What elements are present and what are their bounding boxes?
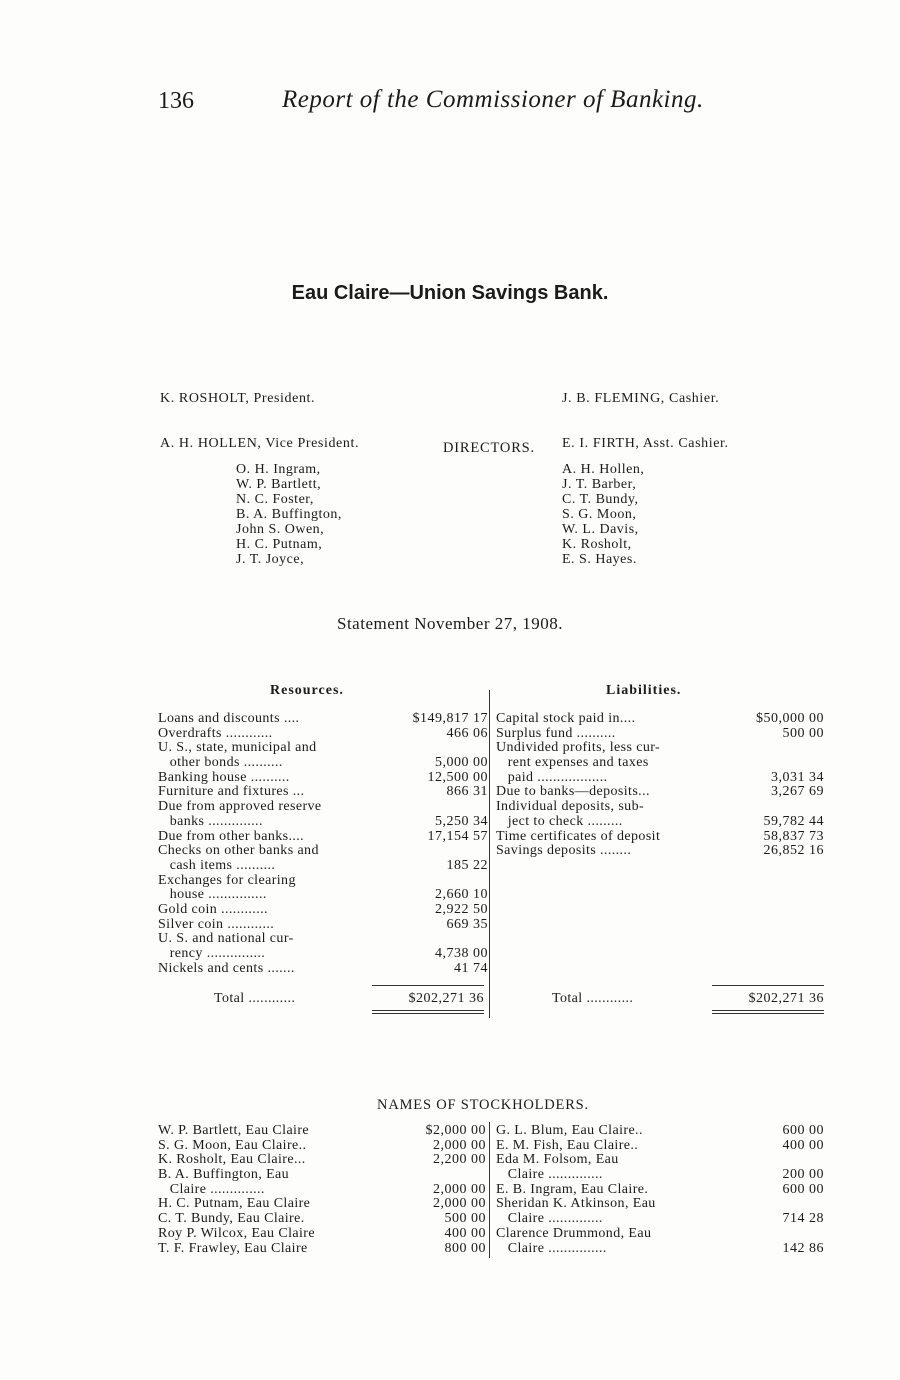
- stockholder-row: [496, 1168, 824, 1183]
- resources-row-amount: 4,738 00: [435, 946, 488, 961]
- resources-row-text: banks ..............: [158, 813, 263, 829]
- stockholder-row-amount: 400 00: [444, 1225, 486, 1241]
- liabilities-row-amount: 26,852 16: [763, 843, 824, 859]
- resources-row: [158, 800, 488, 815]
- resources-row-text: rency ...............: [158, 946, 266, 961]
- stockholder-row: [158, 1124, 486, 1139]
- resources-row-amount: 12,500 00: [427, 769, 488, 785]
- stockholder-row-text: S. G. Moon, Eau Claire..: [158, 1137, 307, 1153]
- page-number: 136: [158, 88, 194, 114]
- resources-row-text: Silver coin ............: [158, 916, 275, 932]
- stockholder-row-amount: 142 86: [782, 1240, 824, 1256]
- resources-row: [158, 741, 488, 756]
- stockholder-row: [158, 1197, 486, 1212]
- resources-row: [158, 712, 488, 727]
- stockholder-row: [158, 1153, 486, 1168]
- running-title: Report of the Commissioner of Banking.: [282, 86, 704, 113]
- stockholder-row: [496, 1139, 824, 1154]
- resources-row-amount: 5,250 34: [435, 813, 488, 829]
- stockholder-row: [496, 1212, 824, 1227]
- stockholder-row-amount: 800 00: [444, 1240, 486, 1256]
- director-name: O. H. Ingram,: [236, 462, 321, 477]
- stockholder-row-amount: 200 00: [782, 1167, 824, 1183]
- stockholder-row-text: K. Rosholt, Eau Claire...: [158, 1152, 306, 1168]
- resources-row: [158, 903, 488, 918]
- resources-total-rule: [372, 985, 484, 986]
- director-name: B. A. Buffington,: [236, 507, 342, 522]
- resources-total-amount: $202,271 36: [408, 991, 484, 1006]
- stockholder-row: [158, 1212, 486, 1227]
- officer-cashier: J. B. FLEMING, Cashier.: [562, 391, 720, 406]
- resources-row-text: Furniture and fixtures ...: [158, 784, 305, 800]
- stockholder-row-text: B. A. Buffington, Eau: [158, 1167, 290, 1183]
- stockholder-row: [496, 1153, 824, 1168]
- liabilities-row-text: Due to banks—deposits...: [496, 784, 650, 800]
- director-name: W. P. Bartlett,: [236, 477, 322, 492]
- director-name: John S. Owen,: [236, 522, 325, 537]
- stockholder-row-text: Clarence Drummond, Eau: [496, 1225, 652, 1241]
- resources-row: [158, 947, 488, 962]
- liabilities-row: [496, 815, 824, 830]
- stockholder-row-text: Claire ..............: [496, 1167, 603, 1183]
- officer-vice-president: A. H. HOLLEN, Vice President.: [160, 436, 360, 451]
- directors-heading: DIRECTORS.: [443, 440, 535, 456]
- resources-row-amount: 669 35: [446, 916, 488, 932]
- stockholder-row: [158, 1139, 486, 1154]
- stockholder-row-amount: 714 28: [782, 1211, 824, 1227]
- stockholders-left-table: [158, 1124, 486, 1256]
- stockholder-row-amount: 600 00: [782, 1123, 824, 1138]
- bank-title: Eau Claire—Union Savings Bank.: [291, 282, 609, 304]
- resources-row-amount: 17,154 57: [427, 828, 488, 844]
- resources-row-text: Due from other banks....: [158, 828, 305, 844]
- stockholder-row-text: E. B. Ingram, Eau Claire.: [496, 1181, 649, 1197]
- resources-row-text: Banking house ..........: [158, 769, 290, 785]
- resources-row-amount: 2,922 50: [435, 901, 488, 917]
- resources-row-text: other bonds ..........: [158, 755, 283, 771]
- directors-left-column: [236, 462, 342, 567]
- resources-table: [158, 712, 488, 976]
- stockholder-row: [496, 1183, 824, 1198]
- resources-row: [158, 844, 488, 859]
- resources-total-label: Total ............: [214, 991, 296, 1006]
- liabilities-row: [496, 756, 824, 771]
- liabilities-row-amount: 58,837 73: [763, 828, 824, 844]
- stockholder-row-text: T. F. Frawley, Eau Claire: [158, 1240, 308, 1256]
- liabilities-row-text: Individual deposits, sub-: [496, 799, 645, 815]
- stockholder-row-amount: 2,200 00: [433, 1152, 486, 1168]
- liabilities-total-rule: [712, 985, 824, 986]
- column-divider: [489, 690, 490, 1018]
- resources-row: [158, 727, 488, 742]
- resources-total-double-rule: [372, 1010, 484, 1014]
- director-name: K. Rosholt,: [562, 537, 632, 552]
- liabilities-row: [496, 771, 824, 786]
- director-name: E. S. Hayes.: [562, 552, 637, 567]
- director-name: H. C. Putnam,: [236, 537, 323, 552]
- resources-row: [158, 888, 488, 903]
- resources-row: [158, 859, 488, 874]
- resources-row: [158, 932, 488, 947]
- stockholder-row-amount: 2,000 00: [433, 1181, 486, 1197]
- liabilities-row-text: Undivided profits, less cur-: [496, 740, 661, 756]
- resources-row: [158, 756, 488, 771]
- resources-row: [158, 815, 488, 830]
- resources-row-text: Nickels and cents .......: [158, 960, 295, 976]
- stockholder-row-text: Claire ...............: [496, 1240, 607, 1256]
- resources-row-text: U. S., state, municipal and: [158, 740, 317, 756]
- liabilities-row-amount: 3,031 34: [771, 769, 824, 785]
- resources-row-text: Due from approved reserve: [158, 799, 322, 815]
- resources-row-text: Checks on other banks and: [158, 843, 319, 859]
- resources-row-text: Exchanges for clearing: [158, 872, 296, 888]
- liabilities-row-text: ject to check .........: [496, 813, 623, 829]
- stockholders-right-table: [496, 1124, 824, 1256]
- stockholder-row: [496, 1227, 824, 1242]
- resources-row-text: Gold coin ............: [158, 901, 268, 917]
- stockholder-row-amount: $2,000 00: [425, 1123, 486, 1138]
- liabilities-row-text: Time certificates of deposit: [496, 828, 661, 844]
- directors-right-column: [562, 462, 644, 567]
- liabilities-row-text: Capital stock paid in....: [496, 711, 636, 726]
- stockholder-row: [158, 1168, 486, 1183]
- liabilities-table: [496, 712, 824, 859]
- liabilities-heading: Liabilities.: [606, 683, 682, 698]
- stockholder-row-text: Claire ..............: [496, 1211, 603, 1227]
- resources-row-amount: 2,660 10: [435, 887, 488, 903]
- resources-row: [158, 785, 488, 800]
- stockholder-row-amount: 600 00: [782, 1181, 824, 1197]
- statement-date: Statement November 27, 1908.: [337, 614, 563, 633]
- stockholder-row-text: H. C. Putnam, Eau Claire: [158, 1196, 311, 1212]
- director-name: W. L. Davis,: [562, 522, 639, 537]
- stockholder-row-text: Claire ..............: [158, 1181, 265, 1197]
- stockholder-row-amount: 500 00: [444, 1211, 486, 1227]
- stockholder-row: [158, 1183, 486, 1198]
- resources-row-amount: 5,000 00: [435, 755, 488, 771]
- resources-row-text: Overdrafts ............: [158, 725, 273, 741]
- stockholder-row-text: E. M. Fish, Eau Claire..: [496, 1137, 639, 1153]
- resources-row-amount: 41 74: [454, 960, 488, 976]
- director-name: C. T. Bundy,: [562, 492, 639, 507]
- liabilities-row: [496, 800, 824, 815]
- liabilities-row-amount: 59,782 44: [763, 813, 824, 829]
- liabilities-row-amount: 3,267 69: [771, 784, 824, 800]
- liabilities-row: [496, 727, 824, 742]
- stockholder-row: [496, 1197, 824, 1212]
- resources-row: [158, 962, 488, 977]
- resources-heading: Resources.: [270, 683, 344, 698]
- liabilities-row: [496, 785, 824, 800]
- liabilities-total-double-rule: [712, 1010, 824, 1014]
- stockholder-row-text: C. T. Bundy, Eau Claire.: [158, 1211, 305, 1227]
- resources-row: [158, 771, 488, 786]
- stockholders-divider: [489, 1122, 490, 1258]
- resources-row-amount: 866 31: [446, 784, 488, 800]
- liabilities-row-text: paid ..................: [496, 769, 608, 785]
- stockholders-heading: NAMES OF STOCKHOLDERS.: [377, 1097, 589, 1113]
- resources-row-text: Loans and discounts ....: [158, 711, 300, 726]
- liabilities-row: [496, 712, 824, 727]
- liabilities-row-amount: $50,000 00: [756, 711, 824, 726]
- stockholder-row: [496, 1124, 824, 1139]
- stockholder-row-amount: 400 00: [782, 1137, 824, 1153]
- stockholder-row-text: Eda M. Folsom, Eau: [496, 1152, 619, 1168]
- liabilities-row-text: rent expenses and taxes: [496, 755, 649, 771]
- director-name: J. T. Barber,: [562, 477, 637, 492]
- officer-president: K. ROSHOLT, President.: [160, 391, 316, 406]
- liabilities-total-amount: $202,271 36: [748, 991, 824, 1006]
- stockholder-row-text: Sheridan K. Atkinson, Eau: [496, 1196, 656, 1212]
- liabilities-row: [496, 830, 824, 845]
- liabilities-row: [496, 741, 824, 756]
- director-name: N. C. Foster,: [236, 492, 314, 507]
- stockholder-row-text: Roy P. Wilcox, Eau Claire: [158, 1225, 315, 1241]
- stockholder-row-text: W. P. Bartlett, Eau Claire: [158, 1123, 310, 1138]
- liabilities-row-text: Savings deposits ........: [496, 843, 632, 859]
- resources-row-amount: $149,817 17: [412, 711, 488, 726]
- liabilities-total-label: Total ............: [552, 991, 634, 1006]
- liabilities-row-text: Surplus fund ..........: [496, 725, 616, 741]
- stockholder-row-amount: 2,000 00: [433, 1196, 486, 1212]
- stockholder-row: [496, 1242, 824, 1257]
- director-name: J. T. Joyce,: [236, 552, 305, 567]
- stockholder-row: [158, 1242, 486, 1257]
- resources-row: [158, 874, 488, 889]
- resources-row: [158, 918, 488, 933]
- liabilities-row-amount: 500 00: [782, 725, 824, 741]
- resources-row-amount: 466 06: [446, 725, 488, 741]
- resources-row-text: house ...............: [158, 887, 267, 903]
- resources-row-amount: 185 22: [446, 857, 488, 873]
- stockholder-row-amount: 2,000 00: [433, 1137, 486, 1153]
- director-name: S. G. Moon,: [562, 507, 637, 522]
- director-name: A. H. Hollen,: [562, 462, 645, 477]
- resources-row-text: cash items ..........: [158, 857, 276, 873]
- officer-asst-cashier: E. I. FIRTH, Asst. Cashier.: [562, 436, 729, 451]
- liabilities-row: [496, 844, 824, 859]
- resources-row-text: U. S. and national cur-: [158, 931, 294, 947]
- resources-row: [158, 830, 488, 845]
- stockholder-row: [158, 1227, 486, 1242]
- stockholder-row-text: G. L. Blum, Eau Claire..: [496, 1123, 643, 1138]
